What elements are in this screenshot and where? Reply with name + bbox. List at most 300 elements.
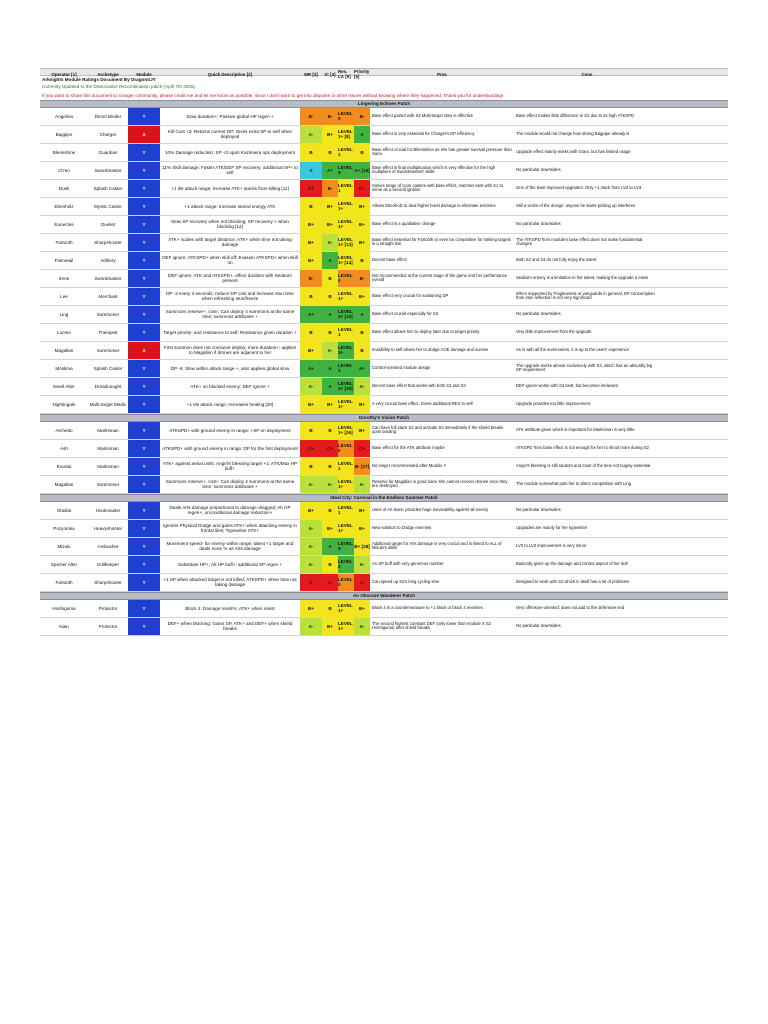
priority-cell: B+ xyxy=(354,502,370,519)
description-cell: Ignores Physical Dodge and gains ATK+ when attacking enemy in frontal tiles; Typewriter ATK+ xyxy=(163,523,297,534)
res-level-cell: LEVEL 0 xyxy=(338,108,354,125)
operator-cell: Exusiai xyxy=(56,463,72,469)
archetype-cell: Protector xyxy=(98,623,118,629)
priority-cell: B+ xyxy=(354,198,370,215)
cons-cell: One of the least improved upgrades: Only +1 stack from LV2 to LV3 xyxy=(516,184,642,190)
res-level-cell: LEVEL 1+ xyxy=(338,216,354,233)
archetype-cell: Therapist xyxy=(98,329,118,335)
module-cell: Y xyxy=(128,502,160,519)
col-archetype: Archetype xyxy=(97,71,119,77)
cons-cell: As is with all the summoners, it is up to the users' experience xyxy=(516,346,629,352)
table-row xyxy=(40,234,728,252)
cons-cell: Very offensive-oriented; does not add to the defensive end xyxy=(516,604,625,610)
table-row xyxy=(40,520,728,538)
ic-rank-cell: A- xyxy=(322,234,338,251)
ic-rank-cell: A xyxy=(322,306,338,323)
description-cell: 10% Damage reduction; SP +3 upon Kazimiera ops deployment xyxy=(164,149,296,155)
table-row xyxy=(40,458,728,476)
module-cell: Y xyxy=(128,556,160,573)
pros-cell: Base effect crucial for Blemishine as she has greater survival pressure than Saria xyxy=(372,146,512,157)
cons-cell: Designed to work with S2 which in itself has a lot of problems xyxy=(516,578,630,584)
ic-rank-cell: B xyxy=(322,288,338,305)
operator-cell: Lee xyxy=(60,293,68,299)
description-cell: Slow SP recovery when not blocking; SP recovery + when blocking [12] xyxy=(171,219,289,230)
res-level-cell: LEVEL 2+ [15] xyxy=(338,306,354,323)
res-level-cell: LEVEL 1 xyxy=(338,502,354,519)
module-cell: Y xyxy=(128,378,160,395)
ic-rank-cell: B xyxy=(322,422,338,439)
ic-rank-cell: B xyxy=(322,556,338,573)
archetype-cell: Marksman xyxy=(97,427,119,433)
cons-cell: Seaborn enemy is a limitation to her talent, making the upgrade a mess xyxy=(516,274,649,280)
archetype-cell: Summoner xyxy=(96,311,120,317)
pros-cell: Base effect is very essential for Charger's DP efficiency xyxy=(372,130,475,136)
res-level-cell: LEVEL 1 xyxy=(338,180,354,197)
cons-cell: Upgrade effect mainly works with Grani, but has limited usage xyxy=(516,148,631,154)
archetype-cell: Splash Caster xyxy=(93,365,123,371)
pros-cell: Allows Ebenholz to deal higher burst damage to eliminate enemies xyxy=(372,202,496,208)
operator-cell: Dusk xyxy=(58,185,70,191)
cons-cell: Both S2 and S3 do not fully enjoy the talent xyxy=(516,256,597,262)
mr-rank-cell: B xyxy=(300,458,322,475)
priority-cell: A+ xyxy=(354,360,370,377)
archetype-cell: Swordmaster xyxy=(94,275,122,281)
description-cell: ATKSPD+ with ground enemy in range; +SP on deployment xyxy=(169,427,291,433)
archetype-cell: Dreadnought xyxy=(94,383,122,389)
res-level-cell: LEVEL 3 xyxy=(338,538,354,555)
ic-rank-cell: B xyxy=(322,144,338,161)
table-row xyxy=(40,600,728,618)
description-cell: +1 attack range; Increase stored energy ATK xyxy=(184,203,276,209)
cons-cell: The ATKSPD from module's base effect does not make fundamental changes xyxy=(516,236,643,247)
description-cell: ATK+ against aerial units; Angel's blessing target +1; ATK/Max HP buff+ xyxy=(162,461,298,472)
priority-cell: A xyxy=(354,126,370,143)
module-cell: X xyxy=(128,342,160,359)
cons-cell: DEF ignore works with S3 best, but becomes irrelevant xyxy=(516,382,618,388)
operator-cell: Nightingale xyxy=(52,401,76,407)
pros-cell: Base effect is final multiplication which is very effective for the high multipliers of Swordmasters' skills xyxy=(372,164,496,175)
patch-note: Currently Updated to the Dissociative Recombination patch (April 7th 2025) xyxy=(42,84,195,90)
ic-rank-cell: B+ xyxy=(322,618,338,635)
module-cell: Y xyxy=(128,234,160,251)
priority-cell: A+ [10] xyxy=(354,162,370,179)
archetype-cell: Marksman xyxy=(97,445,119,451)
cons-cell: Upgrade provides too little improvement xyxy=(516,400,591,406)
cons-cell: No particular downsides xyxy=(516,506,561,512)
description-cell: Summons reserve+, cost-; Can deploy 4 summons at the same time; summons attributes + xyxy=(165,479,295,490)
ic-rank-cell: B+ xyxy=(322,520,338,537)
archetype-cell: Decel Binder xyxy=(94,113,122,119)
operator-cell: Ebenholz xyxy=(54,203,74,209)
res-level-cell: LEVEL 0 xyxy=(338,440,354,457)
res-level-cell: LEVEL 0 xyxy=(338,574,354,591)
col-mr: MR [3] xyxy=(304,71,318,77)
res-level-cell: LEVEL 1+ xyxy=(338,396,354,413)
mr-rank-cell: A- xyxy=(300,520,322,537)
section-header: Dorothy's Vision Patch xyxy=(40,414,728,422)
operator-cell: Fartooth xyxy=(55,239,73,245)
pros-cell: Base effect crucial especially for S3 xyxy=(372,310,439,316)
table-row xyxy=(40,618,728,636)
table-row xyxy=(40,306,728,324)
module-cell: Y xyxy=(128,198,160,215)
pros-cell: Decent base effect xyxy=(372,256,407,262)
ic-rank-cell: C xyxy=(322,574,338,591)
module-cell: Y xyxy=(128,574,160,591)
cons-cell: No particular downsides xyxy=(516,220,561,226)
cons-cell: The module would not change how strong Bagpipe already is xyxy=(516,130,630,136)
description-cell: DP -6; Slow within attack range +, also applies global slow xyxy=(170,365,290,371)
operator-cell: Magallan xyxy=(54,481,74,487)
mr-rank-cell: S xyxy=(300,162,322,179)
res-level-cell: LEVEL 1+ xyxy=(338,618,354,635)
module-cell: Y xyxy=(128,270,160,287)
mr-rank-cell: B- xyxy=(300,108,322,125)
res-level-cell: LEVEL 1+ [14] xyxy=(338,252,354,269)
res-level-cell: LEVEL 3 xyxy=(338,162,354,179)
cons-cell: Basically gives up the damage and control aspect of her doll xyxy=(516,560,628,566)
archetype-cell: Merchant xyxy=(98,293,118,299)
mr-rank-cell: C+ xyxy=(300,180,322,197)
table-row xyxy=(40,198,728,216)
table-row xyxy=(40,288,728,306)
operator-cell: Eunectes xyxy=(54,221,74,227)
mr-rank-cell: B xyxy=(300,324,322,341)
ic-rank-cell: A xyxy=(322,538,338,555)
table-row xyxy=(40,126,728,144)
pros-cell: The second highest constant DEF (only lower than module X S2 Hoshiguma) after shield breaks xyxy=(372,620,491,631)
description-cell: DEF ignore; ATKSPD+ when skill off; Evasion ATKSPD+ when skill on xyxy=(162,255,298,266)
module-cell: X xyxy=(128,126,160,143)
res-level-cell: LEVEL 2+ xyxy=(338,342,354,359)
module-cell: Y xyxy=(128,324,160,341)
archetype-cell: Artillery xyxy=(100,257,116,263)
module-cell: Y xyxy=(128,288,160,305)
ic-rank-cell: A xyxy=(322,252,338,269)
res-level-cell: LEVEL 1+ [8] xyxy=(338,126,354,143)
archetype-cell: Summoner xyxy=(96,481,120,487)
cons-cell: No particular downsides xyxy=(516,166,561,172)
mr-rank-cell: B+ xyxy=(300,234,322,251)
table-row xyxy=(40,502,728,520)
archetype-cell: Swordmaster xyxy=(94,167,122,173)
table-row xyxy=(40,440,728,458)
operator-cell: Irene xyxy=(58,275,70,281)
col-priority: Priority [6] xyxy=(354,69,370,80)
table-row xyxy=(40,342,728,360)
res-level-cell: LEVEL 1 xyxy=(338,324,354,341)
archetype-cell: Sharpshooter xyxy=(94,579,122,585)
ic-rank-cell: A- xyxy=(322,342,338,359)
mr-rank-cell: B+ xyxy=(300,600,322,617)
operator-cell: Ling xyxy=(59,311,69,317)
table-row xyxy=(40,476,728,494)
res-level-cell: LEVEL 3 xyxy=(338,360,354,377)
mr-rank-cell: B xyxy=(300,198,322,215)
priority-cell: C+ xyxy=(354,180,370,197)
archetype-cell: Guardian xyxy=(98,149,118,155)
cons-cell: No particular downsides xyxy=(516,622,561,628)
ic-rank-cell: B- xyxy=(322,180,338,197)
pros-cell: Decent base effect that works with both S2 and S3 xyxy=(372,382,466,388)
res-level-cell: LEVEL 1 xyxy=(338,144,354,161)
table-row xyxy=(40,360,728,378)
description-cell: ATK+ on blocked enemy; DEF ignore + xyxy=(190,383,270,389)
archetype-cell: Dollkeeper xyxy=(97,561,119,567)
priority-cell: B+ xyxy=(354,520,370,537)
col-pros: Pros xyxy=(437,71,447,77)
res-level-cell: LEVEL 1+ xyxy=(338,476,354,493)
description-cell: Substitute HP+; Alt HP buff+; additional SP regen + xyxy=(177,561,283,567)
description-cell: Summons reserve+, cost-; Can deploy 4 summons at the same time; summons attributes + xyxy=(165,309,295,320)
col-operator: Operator [1] xyxy=(51,71,77,77)
ic-rank-cell: B xyxy=(322,270,338,287)
table-row xyxy=(40,108,728,126)
cons-cell: ATKSPD from base effect is not enough for her to shoot more during S2 xyxy=(516,444,649,450)
mr-rank-cell: A+ xyxy=(300,306,322,323)
operator-cell: Specter Alter xyxy=(50,561,78,567)
module-cell: Y xyxy=(128,440,160,457)
mr-rank-cell: C+ xyxy=(300,440,322,457)
module-cell: Y xyxy=(128,306,160,323)
mr-rank-cell: B xyxy=(300,144,322,161)
archetype-cell: Ambusher xyxy=(97,543,119,549)
priority-cell: B- xyxy=(354,108,370,125)
pros-cell: Additional target for Arts damage is very crucial and is linked to ALL of Mizuki's skills xyxy=(372,540,502,551)
priority-cell: B+ xyxy=(354,234,370,251)
ic-rank-cell: A+ xyxy=(322,162,338,179)
description-cell: DEF ignore; ATK and ATKSPD+, effect doubles with Seaborn present xyxy=(168,273,292,284)
description-cell: Kill Cost +2; Returns current DP; Gives extra SP to self when deployed xyxy=(167,129,293,140)
res-level-cell: LEVEL 1+ xyxy=(338,600,354,617)
table-row xyxy=(40,144,728,162)
priority-cell: A- xyxy=(354,378,370,395)
priority-cell: B xyxy=(354,144,370,161)
section-header: Ideal City: Carnival in the Endless Summer Patch xyxy=(40,494,728,502)
pros-cell: Can have full stack S2 and activate S3 immediately if the shield breaks upon landing xyxy=(372,424,504,435)
operator-cell: Mizuki xyxy=(57,543,71,549)
cons-cell: The module somewhat puts her to direct competition with Ling xyxy=(516,480,631,486)
mr-rank-cell: A- xyxy=(300,378,322,395)
sections-container xyxy=(40,100,728,636)
cons-cell: Upgrades are mainly for her typewriter xyxy=(516,524,588,530)
mr-rank-cell: A- xyxy=(300,618,322,635)
priority-cell: A xyxy=(354,306,370,323)
table-row xyxy=(40,396,728,414)
document-title: Arknights Module Ratings Document By DragonSJY xyxy=(42,77,156,82)
priority-cell: B+ xyxy=(354,216,370,233)
description-cell: 11% Skill damage; Faster ATK/DEF SP recovery; additional SP+ to self xyxy=(162,165,298,176)
archetype-cell: Mystic Caster xyxy=(94,203,122,209)
module-cell: Y xyxy=(128,144,160,161)
res-level-cell: LEVEL 1+ xyxy=(338,198,354,215)
pros-cell: Base effect is a qualitative change xyxy=(372,220,436,226)
cons-cell: The upgrade works almost exclusively with S3, which has an absurdly big SP requirement xyxy=(516,362,653,373)
description-cell: DP -2 every 3 seconds; reduce DP cost and increase stun time when refreshing stun/freeze xyxy=(166,291,294,302)
priority-cell: B+ [28] xyxy=(354,538,370,555)
cons-cell: When supported by Fragleaness or vanguards in general, DP consumption from stun reflection is not very significant xyxy=(516,290,655,301)
col-res-lv: Res. LV. [5] xyxy=(338,69,351,80)
col-cons: Cons xyxy=(581,71,593,77)
priority-cell: C xyxy=(354,574,370,591)
cons-cell: LV3 to LV3 improvement is very minor xyxy=(516,542,587,548)
priority-cell: A- xyxy=(354,618,370,635)
operator-cell: Mostima xyxy=(55,365,73,371)
priority-cell: A- xyxy=(354,476,370,493)
operator-cell: Archetto xyxy=(55,427,73,433)
table-row xyxy=(40,162,728,180)
pros-cell: A very crucial base effect. Gives additional RES to self xyxy=(372,400,473,406)
module-cell: Y xyxy=(128,458,160,475)
cons-cell: Angel's blessing is still random and most of the time not hugely essential xyxy=(516,462,651,468)
operator-cell: Nian xyxy=(59,623,69,629)
module-cell: Y xyxy=(128,538,160,555)
operator-cell: Ch'en xyxy=(58,167,70,173)
pros-cell: Uses of Art team, provides huge survivability against all enemy xyxy=(372,506,489,512)
description-cell: Movement speed- for enemy within range; talent +1 target and deals more % as Arts damage xyxy=(166,541,294,552)
archetype-cell: Heavyshooter xyxy=(93,525,123,531)
archetype-cell: Charger xyxy=(99,131,117,137)
module-cell: Y xyxy=(128,252,160,269)
pros-cell: No longer recommended after Module Y xyxy=(372,462,447,468)
description-cell: First summon does not consume deploy; more duration+; applies to Magallan if drones are adjacent to her xyxy=(163,345,297,356)
pros-cell: An SP buff with very generous number xyxy=(372,560,444,566)
priority-cell: A- xyxy=(354,556,370,573)
operator-cell: Blemishine xyxy=(52,149,76,155)
cons-cell: ATK attribute given which is important for Marksman is very little xyxy=(516,426,635,432)
table-row xyxy=(40,574,728,592)
mr-rank-cell: A+ xyxy=(300,360,322,377)
mr-rank-cell: B+ xyxy=(300,502,322,519)
priority-cell: B- [27] xyxy=(354,458,370,475)
section-header: An Obscure Wanderer Patch xyxy=(40,592,728,600)
table-row xyxy=(40,252,728,270)
pros-cell: Reserve for Magallan is good since she cannot recover drones once they are destroyed xyxy=(372,478,508,489)
operator-cell: Fartooth xyxy=(55,579,73,585)
description-cell: ATKSPD+ with ground enemy in range; DP for the first deployment xyxy=(162,445,298,451)
archetype-cell: Splash Caster xyxy=(93,185,123,191)
description-cell: +1 SP when attacked target is not killed; ATKSPD+ when time not taking damage xyxy=(163,577,297,588)
module-cell: Y xyxy=(128,360,160,377)
operator-cell: Lumen xyxy=(56,329,72,335)
archetype-cell: Multi-target Medic xyxy=(89,401,127,407)
description-cell: Slow duration+; Passive global HP regen + xyxy=(186,113,274,119)
table-row xyxy=(40,216,728,234)
archetype-cell: Hookmaster xyxy=(95,507,121,513)
module-cell: Y xyxy=(128,422,160,439)
module-cell: Y xyxy=(128,520,160,537)
description-cell: DEF+ when blocking; Gains SP, ATK+ and DEF+ when shield breaks xyxy=(167,621,293,632)
pros-cell: Base effect essential for Fartooth to even be competitive for striking targets in a straight line xyxy=(372,236,511,247)
res-level-cell: LEVEL 0 xyxy=(338,270,354,287)
mr-rank-cell: B xyxy=(300,422,322,439)
table-row xyxy=(40,270,728,288)
col-module: Module xyxy=(136,71,152,77)
res-level-cell: LEVEL 1+ xyxy=(338,288,354,305)
table-row xyxy=(40,180,728,198)
priority-cell: B xyxy=(354,324,370,341)
pros-cell: New solution to Dodge enemies xyxy=(372,524,432,530)
section-header: Lingering Echoes Patch xyxy=(40,100,728,108)
cons-cell: No particular downsides xyxy=(516,310,561,316)
mr-rank-cell: A- xyxy=(300,538,322,555)
table-row xyxy=(40,556,728,574)
res-level-cell: LEVEL 1+ xyxy=(338,520,354,537)
res-level-cell: LEVEL 1+ [26] xyxy=(338,422,354,439)
pros-cell: Block 4 is a countermeasure to +1 block or block 4 enemies xyxy=(372,604,483,610)
contact-note: If you want to share this document to a larger community, please credit me and let me know as possible, since I don't want to get into disputes or other issues without knowing where they happened. Thank you for understanding! xyxy=(42,92,504,98)
ic-rank-cell: B+ xyxy=(322,216,338,233)
priority-cell: B- xyxy=(354,270,370,287)
priority-cell: B xyxy=(354,342,370,359)
res-level-cell: LEVEL 2 xyxy=(338,556,354,573)
cons-cell: Still a victim of the design: anyone he starts picking up interferes xyxy=(516,202,636,208)
description-cell: Block 4; Damage resist%; ATK+ when resist xyxy=(185,605,275,611)
ic-rank-cell: B xyxy=(322,502,338,519)
ic-rank-cell: B xyxy=(322,458,338,475)
operator-cell: Hoshiguma xyxy=(52,605,76,611)
res-level-cell: LEVEL 1+ [13] xyxy=(338,234,354,251)
description-cell: Target priority- and resistance to self; Resistance given duration + xyxy=(163,329,297,335)
col-ic: IC [4] xyxy=(324,71,336,77)
operator-cell: Magallan xyxy=(54,347,74,353)
mr-rank-cell: B+ xyxy=(300,342,322,359)
ic-rank-cell: B+ xyxy=(322,198,338,215)
pros-cell: Base effect for the ATK attribute maybe xyxy=(372,444,445,450)
ic-rank-cell: A xyxy=(322,360,338,377)
mr-rank-cell: A- xyxy=(300,556,322,573)
archetype-cell: Duelist xyxy=(100,221,116,227)
pros-cell: Control-oriented module design xyxy=(372,364,431,370)
ic-rank-cell: A- xyxy=(322,476,338,493)
operator-cell: Flametail xyxy=(54,257,74,263)
module-cell: Y xyxy=(128,618,160,635)
table-row xyxy=(40,324,728,342)
module-cell: Y xyxy=(128,216,160,233)
mr-rank-cell: B+ xyxy=(300,396,322,413)
ic-rank-cell: B+ xyxy=(322,396,338,413)
pros-cell: Base effect paired with S3 Multi-target slow is effective xyxy=(372,112,474,118)
module-cell: Y xyxy=(128,396,160,413)
ic-rank-cell: C+ xyxy=(322,440,338,457)
priority-cell: B+ xyxy=(354,288,370,305)
description-cell: +1 tile attack range; Increases healing [20] xyxy=(186,401,274,407)
table-row xyxy=(40,538,728,556)
module-cell: Y xyxy=(128,600,160,617)
mr-rank-cell: B xyxy=(300,288,322,305)
archetype-cell: Sharpshooter xyxy=(94,239,122,245)
pros-cell: Solves range of Core casters with base effect, matches best with S1 to serve as a second ignition xyxy=(372,182,503,193)
mr-rank-cell: B- xyxy=(300,270,322,287)
priority-cell: C+ xyxy=(354,440,370,457)
description-cell: Deals Arts damage proportional to damage dragged; Ah HP regen+; unconditional damage reduction+ xyxy=(169,505,291,516)
pros-cell: Invisibility to self allows her to dodge AOE damage and survive xyxy=(372,346,489,352)
ic-rank-cell: A xyxy=(322,378,338,395)
module-cell: Y xyxy=(128,476,160,493)
cons-cell: Base effect makes little difference to S2 due to its high ATKSPD xyxy=(516,112,635,118)
pros-cell: Base effect allows him to deploy later due to target priority xyxy=(372,328,480,334)
ic-rank-cell: B+ xyxy=(322,126,338,143)
archetype-cell: Marksman xyxy=(97,463,119,469)
module-cell: Y xyxy=(128,180,160,197)
operator-cell: Ash xyxy=(60,445,68,451)
operator-cell: Bagpipe xyxy=(55,131,73,137)
intro-block xyxy=(40,76,728,100)
priority-cell: B+ xyxy=(354,422,370,439)
operator-cell: Gladiia xyxy=(56,507,72,513)
operator-cell: Pozyomka xyxy=(53,525,75,531)
res-level-cell: LEVEL 1 xyxy=(338,458,354,475)
